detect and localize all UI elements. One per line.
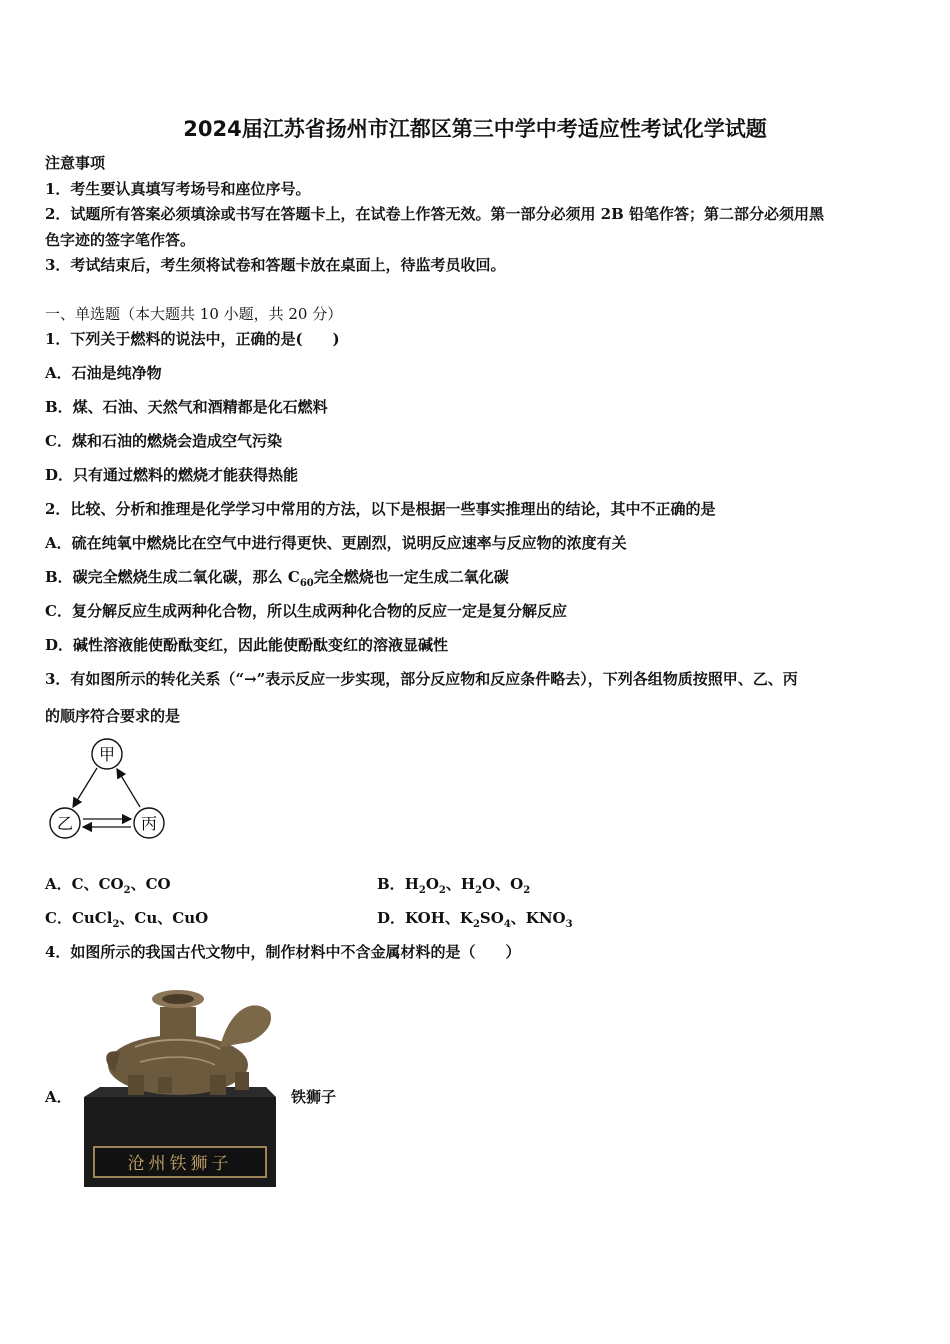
question-1-stem: 1．下列关于燃料的说法中，正确的是( ) <box>45 330 340 348</box>
conversion-diagram <box>45 735 175 845</box>
q4-option-a-label: A． <box>45 1088 72 1106</box>
notice-item: 2．试题所有答案必须填涂或书写在答题卡上，在试卷上作答无效。第一部分必须用 2B 铅笔作答；第二部分必须用黑 <box>45 205 825 223</box>
q3-option-a: A．C、$CO_2$、CO <box>45 875 171 896</box>
arrow-bing-to-jia <box>117 769 140 807</box>
node-bing-label: 丙 <box>140 814 158 833</box>
q3-option-c: C．CuCl$_2$、Cu、CuO <box>45 909 209 930</box>
q2-option-a: A．硫在纯氧中燃烧比在空气中进行得更快、更剧烈，说明反应速率与反应物的浓度有关 <box>45 534 627 552</box>
notice-heading: 注意事项 <box>45 154 106 172</box>
q2-option-d: D．碱性溶液能使酚酞变红，因此能使酚酞变红的溶液显碱性 <box>45 636 449 654</box>
q2-option-b: B．碳完全燃烧生成二氧化碳，那么 $C_{60}$完全燃烧也一定生成二氧化碳 <box>45 568 509 589</box>
q3-option-b: B．$H_2O_2$、$H_2O$、$O_2$ <box>377 875 531 896</box>
notice-item: 色字迹的签字笔作答。 <box>45 231 196 249</box>
q1-option-c: C．煤和石油的燃烧会造成空气污染 <box>45 432 282 450</box>
notice-item: 3．考试结束后，考生须将试卷和答题卡放在桌面上，待监考员收回。 <box>45 256 506 274</box>
q2-option-c: C．复分解反应生成两种化合物，所以生成两种化合物的反应一定是复分解反应 <box>45 602 567 620</box>
iron-lion-photo <box>80 987 280 1202</box>
page-title: 2024届江苏省扬州市江都区第三中学中考适应性考试化学试题 <box>183 117 767 141</box>
q4-option-a-caption: 铁狮子 <box>291 1088 337 1106</box>
q1-option-a: A．石油是纯净物 <box>45 364 162 382</box>
plaque-text: 沧州铁狮子 <box>127 1154 233 1174</box>
node-jia-label: 甲 <box>98 745 116 764</box>
section-heading: 一、单选题（本大题共 10 小题，共 20 分） <box>45 305 343 323</box>
q3-option-d: D．KOH、$K_2SO_4$、$KNO_3$ <box>377 909 573 930</box>
question-3-stem-continued: 的顺序符合要求的是 <box>45 707 181 725</box>
notice-item: 1．考生要认真填写考场号和座位序号。 <box>45 180 311 198</box>
q1-option-d: D．只有通过燃料的燃烧才能获得热能 <box>45 466 299 484</box>
question-3-stem: 3．有如图所示的转化关系（“→”表示反应一步实现，部分反应物和反应条件略去），下列各组物质按照甲、乙、丙 <box>45 670 798 688</box>
arrow-jia-to-yi <box>73 768 97 807</box>
question-4-stem: 4．如图所示的我国古代文物中，制作材料中不含金属材料的是（ ） <box>45 943 521 961</box>
q1-option-b: B．煤、石油、天然气和酒精都是化石燃料 <box>45 398 328 416</box>
node-yi-label: 乙 <box>56 814 74 833</box>
question-2-stem: 2．比较、分析和推理是化学学习中常用的方法，以下是根据一些事实推理出的结论，其中不正确的是 <box>45 500 716 518</box>
